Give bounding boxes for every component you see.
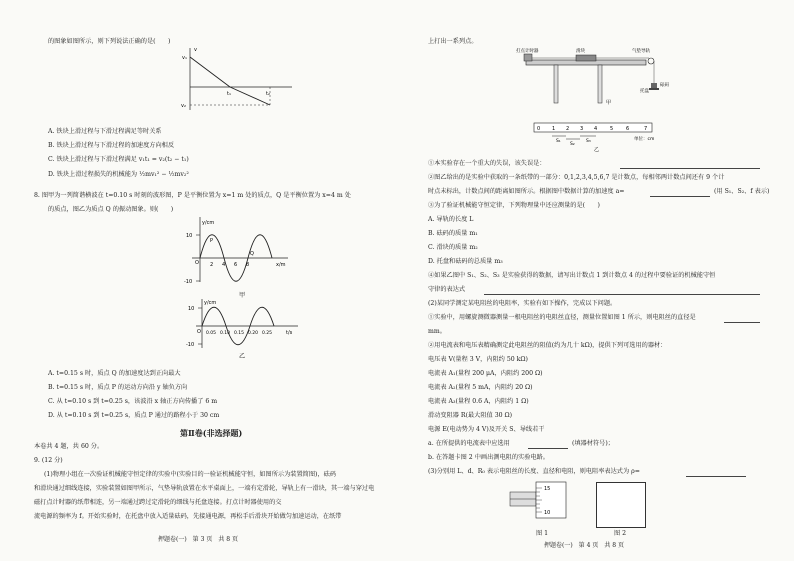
tape-number-6: 6	[626, 126, 630, 132]
micrometer-scale-15: 15	[544, 486, 551, 492]
velocity-time-graph	[180, 45, 300, 115]
graph2-xlabel: t/s	[286, 330, 293, 336]
tape-number-4: 4	[594, 126, 598, 132]
graph2-origin: O	[197, 329, 201, 335]
exp-q2-tail: (用 S₁、S₂、f 表示)	[714, 188, 770, 195]
question-8-line2: 的质点，图乙为质点 Q 的振动图象。则( )	[48, 206, 174, 213]
q8-option-b: B. t=0.15 s 时，质点 P 的运动方向沿 y 轴负方向	[48, 384, 188, 391]
section-note: 本卷共 4 题，共 60 分。	[34, 443, 104, 450]
graph1-xtick-8: 8	[246, 262, 250, 268]
graph2-xtick-4: 0.20	[248, 331, 259, 336]
part2-a-tail: (填器材符号)；	[572, 440, 614, 447]
answer-line-p3	[686, 476, 746, 477]
answer-box-figure-2[interactable]	[596, 482, 646, 528]
graph1-point-q: Q	[250, 251, 254, 257]
tape-number-7: 7	[644, 126, 648, 132]
exp-q4-line1: ④如果乙图中 S₁、S₂、S₃ 是实验获得的数据，请写出计数点 1 到计数点 4 的过程中要验证的机械能守恒	[428, 272, 716, 279]
graph1-ylabel: y/cm	[202, 220, 215, 226]
part2-a: a. 在所提供的电流表中应选用	[428, 440, 510, 447]
q9-body-line2: 和滑块通过细线连接，实验装置如图甲所示，气垫导轨放置在水平桌面上，一端有定滑轮，导轨上有一滑块，其一端与穿过电	[34, 485, 375, 492]
part2-p1: ①实验中，用螺旋测微器测量一根电阻丝的电阻丝直径，测量位置如图 1 所示，则电阻丝的直径是	[428, 314, 696, 321]
part2-intro: (2)某同学测定某电阻丝的电阻率，实验有如下操作，完成以下问题。	[428, 300, 617, 307]
apparatus-weight-label: 砝码	[660, 83, 669, 88]
exp-q2-line1: ②图乙给出的是实验中获取的一条纸带的一部分：0,1,2,3,4,5,6,7 是计数点，每相邻两计数点间还有 9 个计	[428, 174, 725, 181]
svg-text:v₁: v₁	[182, 55, 187, 61]
tape-s1: S₁	[556, 139, 561, 144]
apparatus-diagram	[514, 48, 684, 106]
svg-text:t₁: t₁	[227, 91, 231, 97]
apparatus-timer-label: 打点计时器	[516, 49, 539, 54]
answer-line-a	[528, 448, 568, 449]
graph2-ybottom: -10	[186, 342, 195, 348]
tape-s2: S₂	[570, 142, 575, 147]
exp-option-d: D. 托盘和砝码的总质量 m₃	[428, 258, 503, 265]
part2-p1-unit: mm。	[428, 328, 446, 335]
question-7-tail: 的图象如图所示，则下列说法正确的是( )	[48, 38, 171, 45]
graph2-caption: 乙	[239, 353, 246, 360]
vibration-graph-yi	[180, 296, 310, 352]
apparatus-rail-label: 气垫导轨	[632, 49, 650, 54]
graph2-xtick-2: 0.10	[220, 331, 231, 336]
answer-line-q1	[620, 168, 760, 169]
equip-6: 电源 E(电动势为 4 V)及开关 S、导线若干	[428, 426, 545, 433]
graph2-xtick-1: 0.05	[206, 331, 217, 336]
q7-option-a: A. 铁块上滑过程与下滑过程满足等时关系	[48, 128, 162, 135]
q9-body-line3: 磁打点计时器的纸带相连，另一端通过跨过定滑轮的细线与托盘连接。打点计时器使用的交	[34, 499, 282, 506]
q9-body-line4: 流电源的频率为 f。开始实验时，在托盘中放入适量砝码，先接通电源，再松手后滑块开始做匀加速运动，在纸带	[34, 513, 342, 520]
graph1-caption: 甲	[239, 292, 246, 299]
exp-q4-line2: 守律的表达式	[428, 286, 466, 293]
q8-option-c: C. 从 t=0.10 s 到 t=0.25 s，该波沿 x 轴正方向传播了 6 m	[48, 398, 218, 405]
q7-option-c: C. 铁块上滑过程与下滑过程满足 v₁t₁ = v₂(t₂ − t₁)	[48, 156, 189, 163]
svg-text:v₂: v₂	[181, 103, 186, 109]
tape-number-2: 2	[566, 126, 570, 132]
paper-tape-diagram	[532, 118, 672, 154]
tape-number-3: 3	[580, 126, 584, 132]
answer-line-p1	[724, 322, 760, 323]
tape-s3: S₃	[586, 139, 591, 144]
part2-p2: ②用电流表和电压表精确测定此电阻丝的阻值(约为几十 kΩ)，提供下列可选用的器材：	[428, 342, 667, 349]
question-9-head: 9. (12 分)	[34, 457, 63, 464]
tape-number-5: 5	[610, 126, 614, 132]
exp-option-a: A. 导轨的长度 L	[428, 216, 474, 223]
right-footer: 押题卷(一) 第 4 页 共 8 页	[544, 542, 624, 549]
graph1-origin: O	[195, 260, 199, 266]
right-top-line: 上打出一系列点。	[428, 38, 478, 45]
exp-q2-line2: 时点未标出，计数点间的距离如图所示。根据图中数据计算的加速度 a=	[428, 188, 625, 195]
exp-option-c: C. 滑块的质量 m₂	[428, 244, 478, 251]
section-title: 第Ⅱ卷(非选择题)	[180, 428, 243, 438]
apparatus-tray-label: 托盘	[640, 89, 649, 94]
micrometer-scale-10: 10	[544, 510, 551, 516]
equip-5: 滑动变阻器 R(最大阻值 30 Ω)	[428, 412, 513, 419]
graph1-point-p: P	[210, 238, 214, 244]
graph1-ytop: 10	[186, 233, 193, 239]
answer-line-q2	[650, 196, 710, 197]
apparatus-caption: 甲	[606, 100, 612, 106]
tape-number-0: 0	[537, 126, 541, 132]
q9-body-line1: (1)物理小组在一次验证机械能守恒定律的实验中(实验目的一验证机械能守恒，如图所示为装置简图)，砝码	[44, 471, 337, 478]
svg-text:v: v	[194, 47, 197, 53]
equip-4: 电流表 A₃(量程 0.6 A，内阻约 1 Ω)	[428, 398, 529, 405]
graph2-xtick-5: 0.25	[262, 331, 273, 336]
part2-p3: (3)分别用 L、d、R₀ 表示电阻丝的长度、直径和电阻，则电阻率表达式为 ρ=	[428, 468, 640, 475]
tape-unit: 单位：cm	[634, 137, 655, 142]
graph2-ytop: 10	[188, 306, 195, 312]
graph1-xtick-6: 6	[234, 262, 238, 268]
equip-1: 电压表 V(量程 3 V，内阻约 50 kΩ)	[428, 356, 528, 363]
q7-option-d: D. 铁块上滑过程损失的机械能为 ½mv₁² − ½mv₂²	[48, 171, 189, 178]
graph2-ylabel: y/cm	[204, 300, 217, 306]
graph1-xtick-4: 4	[222, 262, 226, 268]
wave-graph-jia	[170, 212, 300, 290]
micrometer-caption: 图 1	[536, 530, 549, 537]
tape-number-1: 1	[552, 126, 556, 132]
exp-q3: ③为了验证机械能守恒定律，下列物理量中还应测量的是( )	[428, 202, 600, 209]
tape-caption: 乙	[594, 147, 600, 153]
graph1-xtick-2: 2	[210, 262, 214, 268]
figure-2-caption: 图 2	[614, 530, 627, 537]
answer-line-q4	[484, 294, 760, 295]
question-8-line1: 8. 图甲为一列简谐横波在 t=0.10 s 时刻的波形图，P 是平衡位置为 x=1 m 处的质点，Q 是平衡位置为 x=4 m 处	[34, 192, 351, 199]
exp-q1: ①本实验存在一个重大的失误，该失误是：	[428, 160, 546, 167]
part2-b: b. 在答题卡图 2 中画出测电阻的实验电路。	[428, 454, 549, 461]
equip-3: 电流表 A₂(量程 5 mA，内阻约 20 Ω)	[428, 384, 533, 391]
graph1-ybottom: -10	[184, 279, 193, 285]
graph1-xlabel: x/m	[276, 262, 286, 268]
q8-option-a: A. t=0.15 s 时，质点 Q 的加速度达到正向最大	[48, 370, 181, 377]
apparatus-slider-label: 滑块	[576, 49, 585, 54]
q7-option-b: B. 铁块上滑过程与下滑过程的加速度方向相反	[48, 142, 175, 149]
graph2-xtick-3: 0.15	[234, 331, 245, 336]
equip-2: 电流表 A₁(量程 200 μA，内阻约 200 Ω)	[428, 370, 543, 377]
svg-text:t₂: t₂	[266, 91, 270, 97]
q8-option-d: D. 从 t=0.10 s 到 t=0.25 s，质点 P 通过的路程小于 30 cm	[48, 412, 220, 419]
exp-option-b: B. 砝码的质量 m₁	[428, 230, 478, 237]
left-footer: 押题卷(一) 第 3 页 共 8 页	[158, 536, 238, 543]
micrometer-figure	[508, 478, 578, 526]
